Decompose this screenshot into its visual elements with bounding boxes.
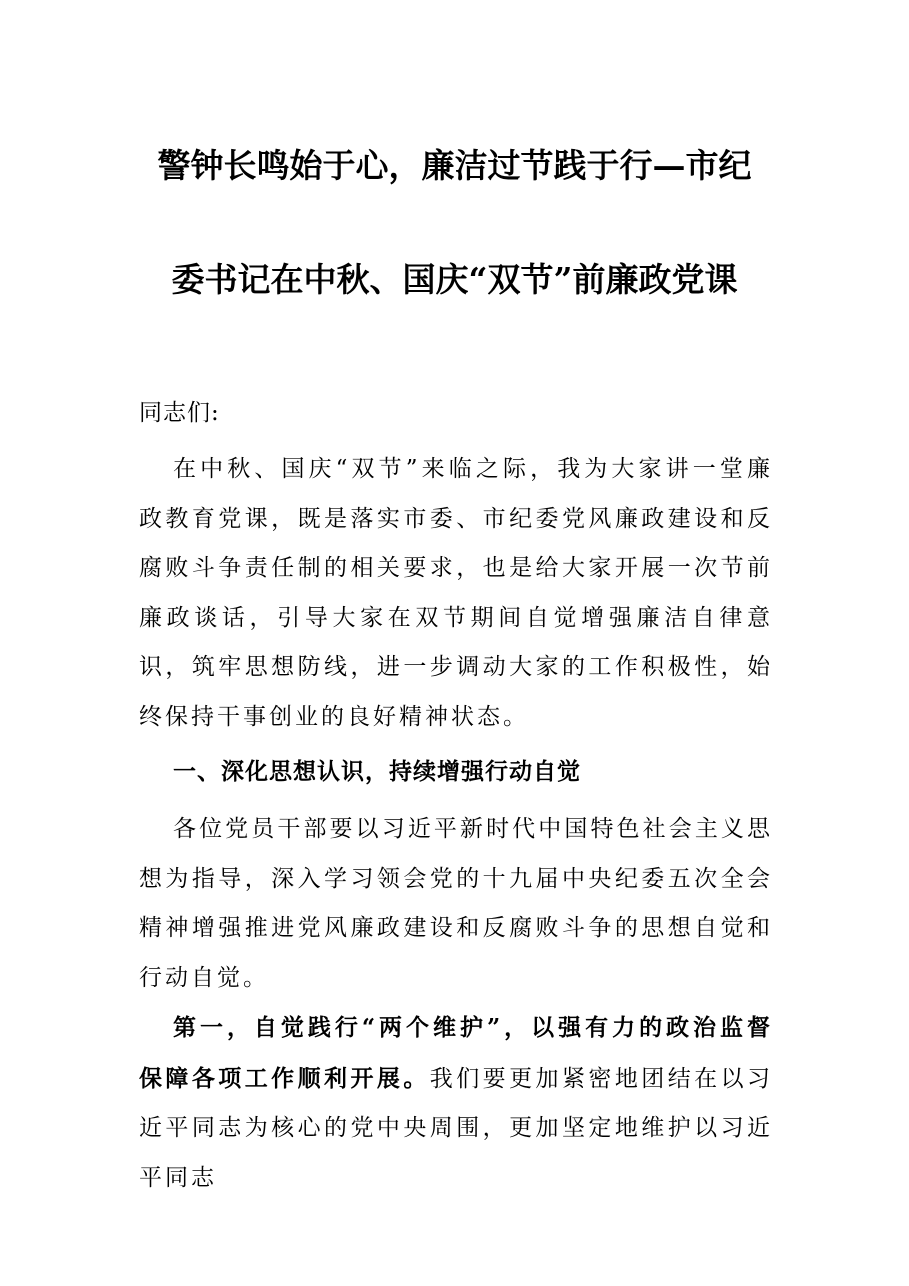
intro-paragraph: 在中秋、国庆“双节”来临之际，我为大家讲一堂廉政教育党课，既是落实市委、市纪委党风廉政建设和反腐败斗争责任制的相关要求，也是给大家开展一次节前廉政谈话，引导大家在双节期间自觉增强廉洁自律意识，筑牢思想防线，进一步调动大家的工作积极性，始终保持干事创业的良好精神状态。 bbox=[139, 456, 773, 730]
point-1-bold-lead: 第一，自觉践行“两个维护”，以强有力的政治监督保障各项工作顺利开展。 bbox=[139, 1014, 773, 1092]
section-heading-1: 一、深化思想认识，持续增强行动自觉 bbox=[173, 758, 581, 785]
section-1-paragraph: 各位党员干部要以习近平新时代中国特色社会主义思想为指导，深入学习领会党的十九届中央纪委五次全会精神增强推进党风廉政建设和反腐败斗争的思想自觉和行动自觉。 bbox=[139, 816, 773, 991]
point-1-body: 我们要更加紧密地团结在以习近平同志为核心的党中央周围，更加坚定地维护以习近平同志 bbox=[139, 1065, 774, 1191]
point-1-paragraph bbox=[139, 1003, 773, 1203]
document-title-line-2: 委书记在中秋、国庆“双节”前廉政党课 bbox=[171, 260, 738, 299]
document-title-line-1: 警钟长鸣始于心，廉洁过节践于行—市纪 bbox=[157, 146, 752, 185]
salutation: 同志们: bbox=[139, 400, 220, 426]
